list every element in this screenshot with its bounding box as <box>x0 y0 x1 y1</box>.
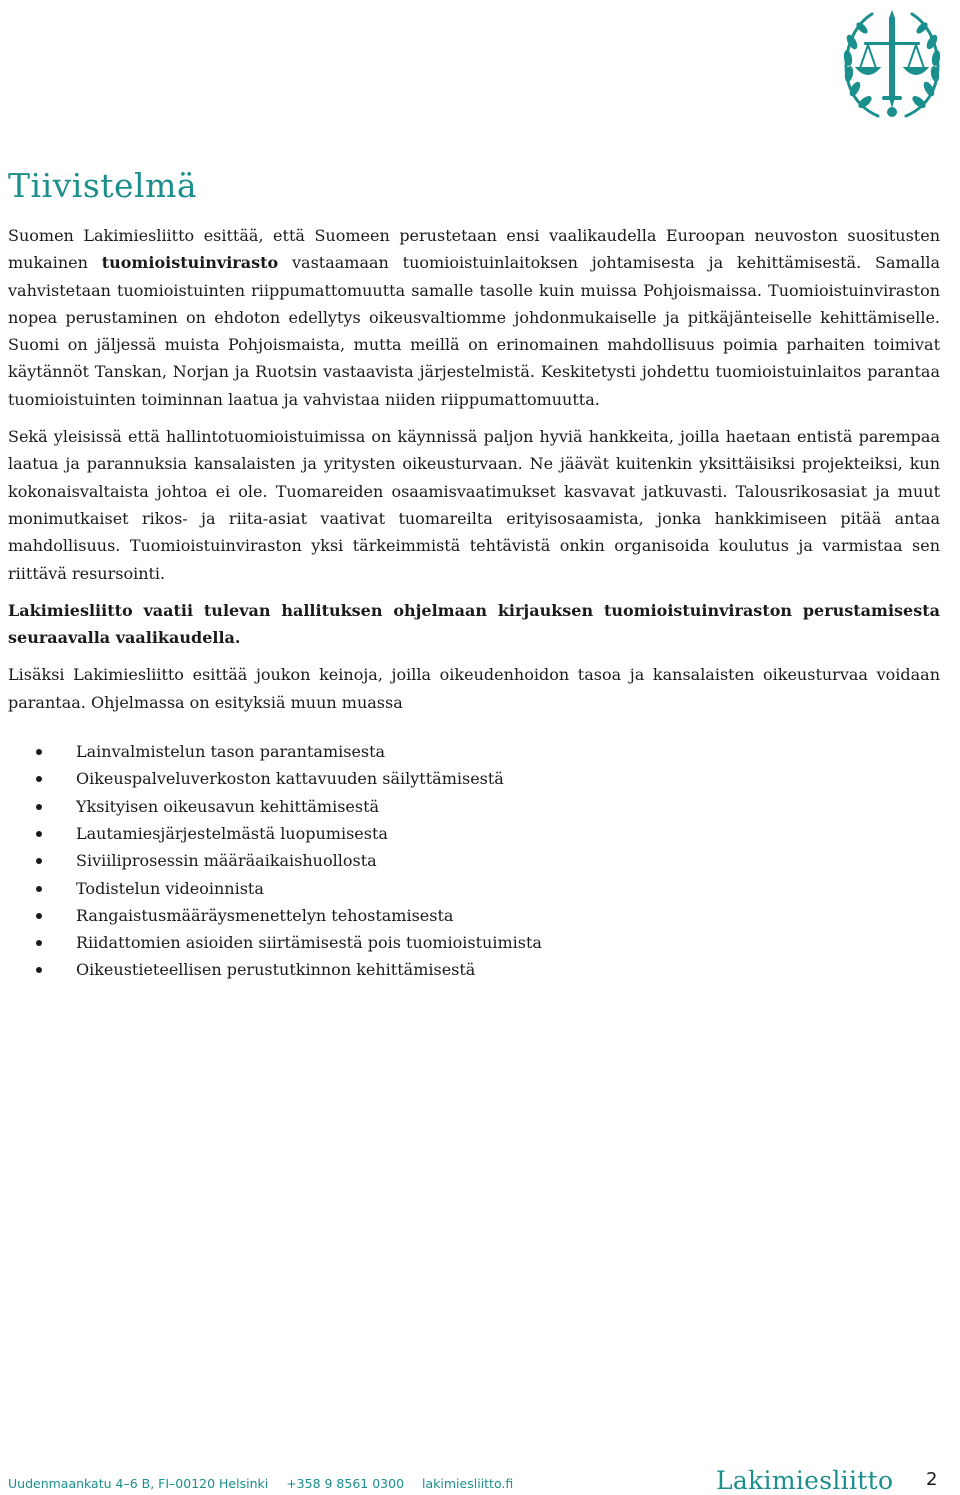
list-item: Rangaistusmääräysmenettelyn tehostamisesta <box>8 902 940 929</box>
paragraph-proposals: Lisäksi Lakimiesliitto esittää joukon keinoja, joilla oikeudenhoidon tasoa ja kansalaisten oikeusturvaa voidaan parantaa. Ohjelmassa on esityksiä muun muassa <box>8 665 940 712</box>
page-number: 2 <box>926 1469 938 1490</box>
footer-phone: +358 9 8561 0300 <box>286 1476 405 1491</box>
footer-contact <box>8 1476 527 1491</box>
footer-address: Uudenmaankatu 4–6 B, FI–00120 Helsinki <box>8 1476 269 1491</box>
proposal-list <box>8 738 940 984</box>
list-item: Yksityisen oikeusavun kehittämisestä <box>8 793 940 820</box>
summary-content <box>8 222 940 984</box>
list-item: Lainvalmistelun tason parantamisesta <box>8 738 940 765</box>
page-title: Tiivistelmä <box>8 166 198 205</box>
paragraph-projects: Sekä yleisissä että hallintotuomioistuimissa on käynnissä paljon hyviä hankkeita, joilla haetaan entistä parempaa laatua ja parannuksia kansalaisten ja yritysten oikeusturvaan. Ne jäävät kuitenkin yksittäisiksi projekteiksi, kun kokonaisvaltaista johtoa ei ole. Tuomareiden osaamisvaatimukset kasvavat jatkuvasti. Talousrikosasiat ja muut monimutkaiset rikos- ja riita-asiat vaativat tuomareilta erityisosaamista, jonka hankkimiseen pitää antaa mahdollisuus. Tuomioistuinviraston yksi tärkeimmistä tehtävistä onkin organisoida koulutus ja varmistaa sen riittävä resursointi. <box>8 427 940 583</box>
list-item: Riidattomien asioiden siirtämisestä pois tuomioistuimista <box>8 929 940 956</box>
footer-brand: Lakimiesliitto <box>716 1466 894 1495</box>
paragraph-demand: Lakimiesliitto vaatii tulevan hallituksen ohjelmaan kirjauksen tuomioistuinviraston perustamisesta seuraavalla vaalikaudella. <box>8 600 940 648</box>
list-item: Oikeuspalveluverkoston kattavuuden säilyttämisestä <box>8 765 940 792</box>
scales-of-justice-wreath-icon <box>838 6 946 124</box>
list-item: Oikeustieteellisen perustutkinnon kehittämisestä <box>8 956 940 983</box>
list-item: Todistelun videoinnista <box>8 875 940 902</box>
footer-web-link[interactable]: lakimiesliitto.fi <box>422 1476 514 1491</box>
keyword-tuomioistuinvirasto: tuomioistuinvirasto <box>101 253 279 273</box>
paragraph-intro: Suomen Lakimiesliitto esittää, että Suomeen perustetaan ensi vaalikaudella Euroopan neuvoston suositusten mukainen tuomioistuinvirasto vastaamaan tuomioistuinlaitoksen johtamisesta ja kehittämisestä. Samalla vahvistetaan tuomioistuinten riippumattomuutta samalle tasolle kuin muissa Pohjoismaissa. Tuomioistuinviraston nopea perustaminen on ehdoton edellytys oikeusvaltiomme johdonmukaiselle ja pitkäjänteiselle kehittämiselle. Suomi on jäljessä muista Pohjoismaista, mutta meillä on erinomainen mahdollisuus poimia parhaiten toimivat käytännöt Tanskan, Norjan ja Ruotsin vastaavista järjestelmistä. Keskitetysti johdettu tuomioistuinlaitos parantaa tuomioistuinten toiminnan laatua ja vahvistaa niiden riippumattomuutta. <box>8 226 940 409</box>
list-item: Siviiliprosessin määräaikaishuollosta <box>8 847 940 874</box>
list-item: Lautamiesjärjestelmästä luopumisesta <box>8 820 940 847</box>
